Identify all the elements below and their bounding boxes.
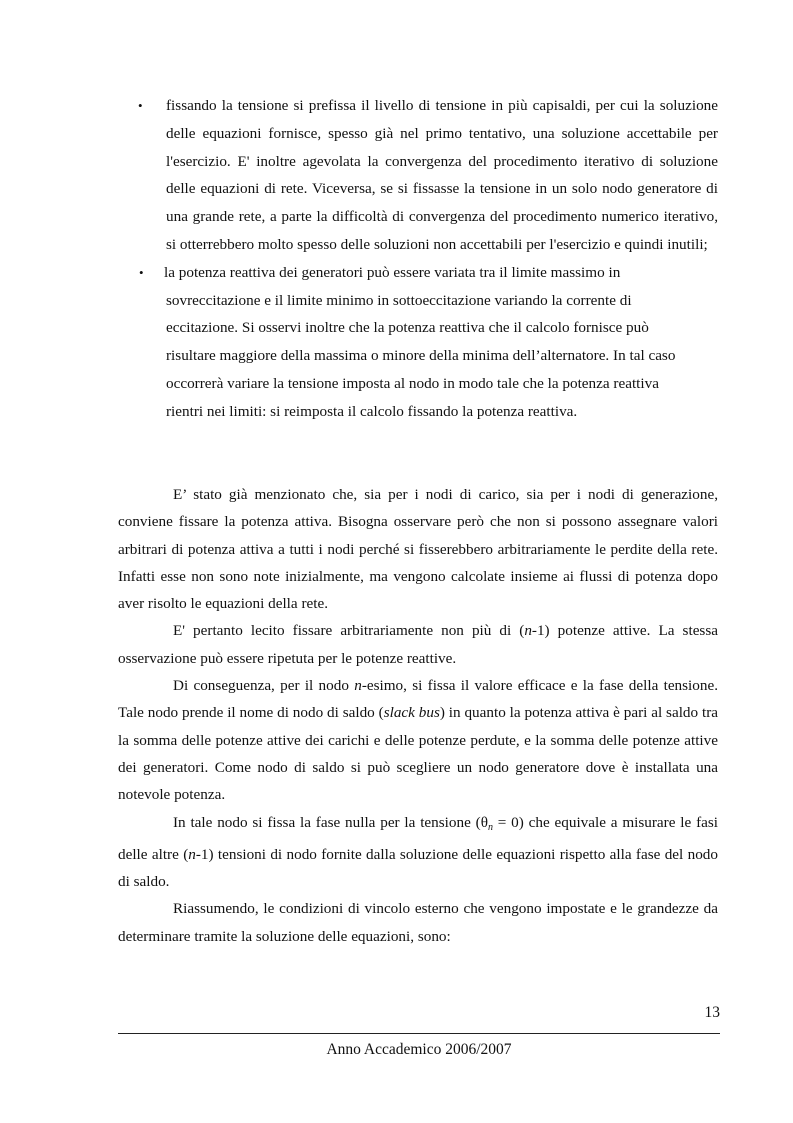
- subscript-n: n: [487, 821, 493, 833]
- text-run: = 0) che equivale a misurare le fasi delle altre (: [118, 813, 718, 863]
- bullet-symbol: •: [138, 98, 143, 113]
- body-text: [118, 481, 718, 950]
- bullet-line: occorrerà variare la tensione imposta al nodo in modo tale che la potenza reattiva: [166, 374, 659, 392]
- footer-academic-year: Anno Accademico 2006/2007: [326, 1041, 512, 1058]
- bullet-text: fissando la tensione si prefissa il livello di tensione in più capisaldi, per cui la soluzione delle equazioni fornisce, spesso già nel primo tentativo, una soluzione accettabile per l'esercizio. E' inoltre agevolata la convergenza del procedimento iterativo di soluzione delle equazioni di rete. Viceversa, se si fissasse la tensione in un solo nodo generatore di una grande rete, a parte la difficoltà di convergenza del procedimento numerico iterativo, si otterrebbero molto spesso delle soluzioni non accettabili per l'esercizio e quindi inutili;: [166, 97, 718, 253]
- bullet-item-voltage: [138, 92, 718, 259]
- paragraph-summary: Riassumendo, le condizioni di vincolo esterno che vengono impostate e le grandezze da determinare tramite la soluzione delle equazioni, sono:: [118, 900, 718, 945]
- bullet-line: rientri nei limiti: si reimposta il calcolo fissando la potenza reattiva.: [166, 402, 578, 420]
- bullet-item-reactive-power: [138, 259, 718, 426]
- variable-n: n: [188, 845, 196, 863]
- text-run: E' pertanto lecito fissare arbitrariamente non più di (: [173, 622, 525, 640]
- bullet-line: risultare maggiore della massima o minore della minima dell’alternatore. In tal caso: [166, 347, 676, 365]
- paragraph-active-power: E’ stato già menzionato che, sia per i nodi di carico, sia per i nodi di generazione, conviene fissare la potenza attiva. Bisogna osservare però che non si possono assegnare valori arbitrari di potenza attiva a tutti i nodi perché si fisserebbero arbitrariamente le perdite della rete. Infatti esse non sono note inizialmente, ma vengono calcolate insieme ai flussi di potenza dopo aver risolto le equazioni della rete.: [118, 486, 718, 613]
- text-run: -1) tensioni di nodo fornite dalla soluzione delle equazioni rispetto alla fase del nodo di saldo.: [118, 845, 718, 891]
- bullet-line: eccitazione. Si osservi inoltre che la potenza reattiva che il calcolo fornisce può: [166, 319, 649, 337]
- text-run: Di conseguenza, per il nodo: [173, 677, 355, 695]
- footer-divider: [118, 1033, 720, 1034]
- paragraph-slack-bus: [118, 672, 718, 808]
- paragraph-phase-zero: [118, 809, 718, 896]
- variable-n: n: [524, 622, 532, 640]
- variable-n: n: [354, 677, 362, 695]
- term-slack-bus: slack bus: [383, 704, 440, 722]
- bullet-list: [138, 92, 718, 426]
- paragraph-n-minus-one: [118, 617, 718, 672]
- bullet-symbol: •: [139, 264, 144, 280]
- page-number: 13: [704, 1004, 720, 1021]
- text-run: -1) potenze attive. La stessa osservazione può essere ripetuta per le potenze reattive.: [118, 622, 718, 667]
- bullet-line: sovreccitazione e il limite minimo in sottoeccitazione variando la corrente di: [166, 291, 632, 309]
- bullet-line: la potenza reattiva dei generatori può essere variata tra il limite massimo in: [164, 263, 621, 281]
- text-run: In tale nodo si fissa la fase nulla per la tensione (θ: [173, 813, 488, 831]
- text-run: -esimo, si fissa il valore efficace e la fase della tensione. Tale nodo prende il nome di nodo di saldo (: [118, 677, 719, 722]
- text-run: ) in quanto la potenza attiva è pari al saldo tra la somma delle potenze attive dei carichi e delle potenze perdute, e la somma delle potenze attive dei generatori. Come nodo di saldo si può scegliere un nodo generatore dove è installata una notevole potenza.: [118, 704, 718, 804]
